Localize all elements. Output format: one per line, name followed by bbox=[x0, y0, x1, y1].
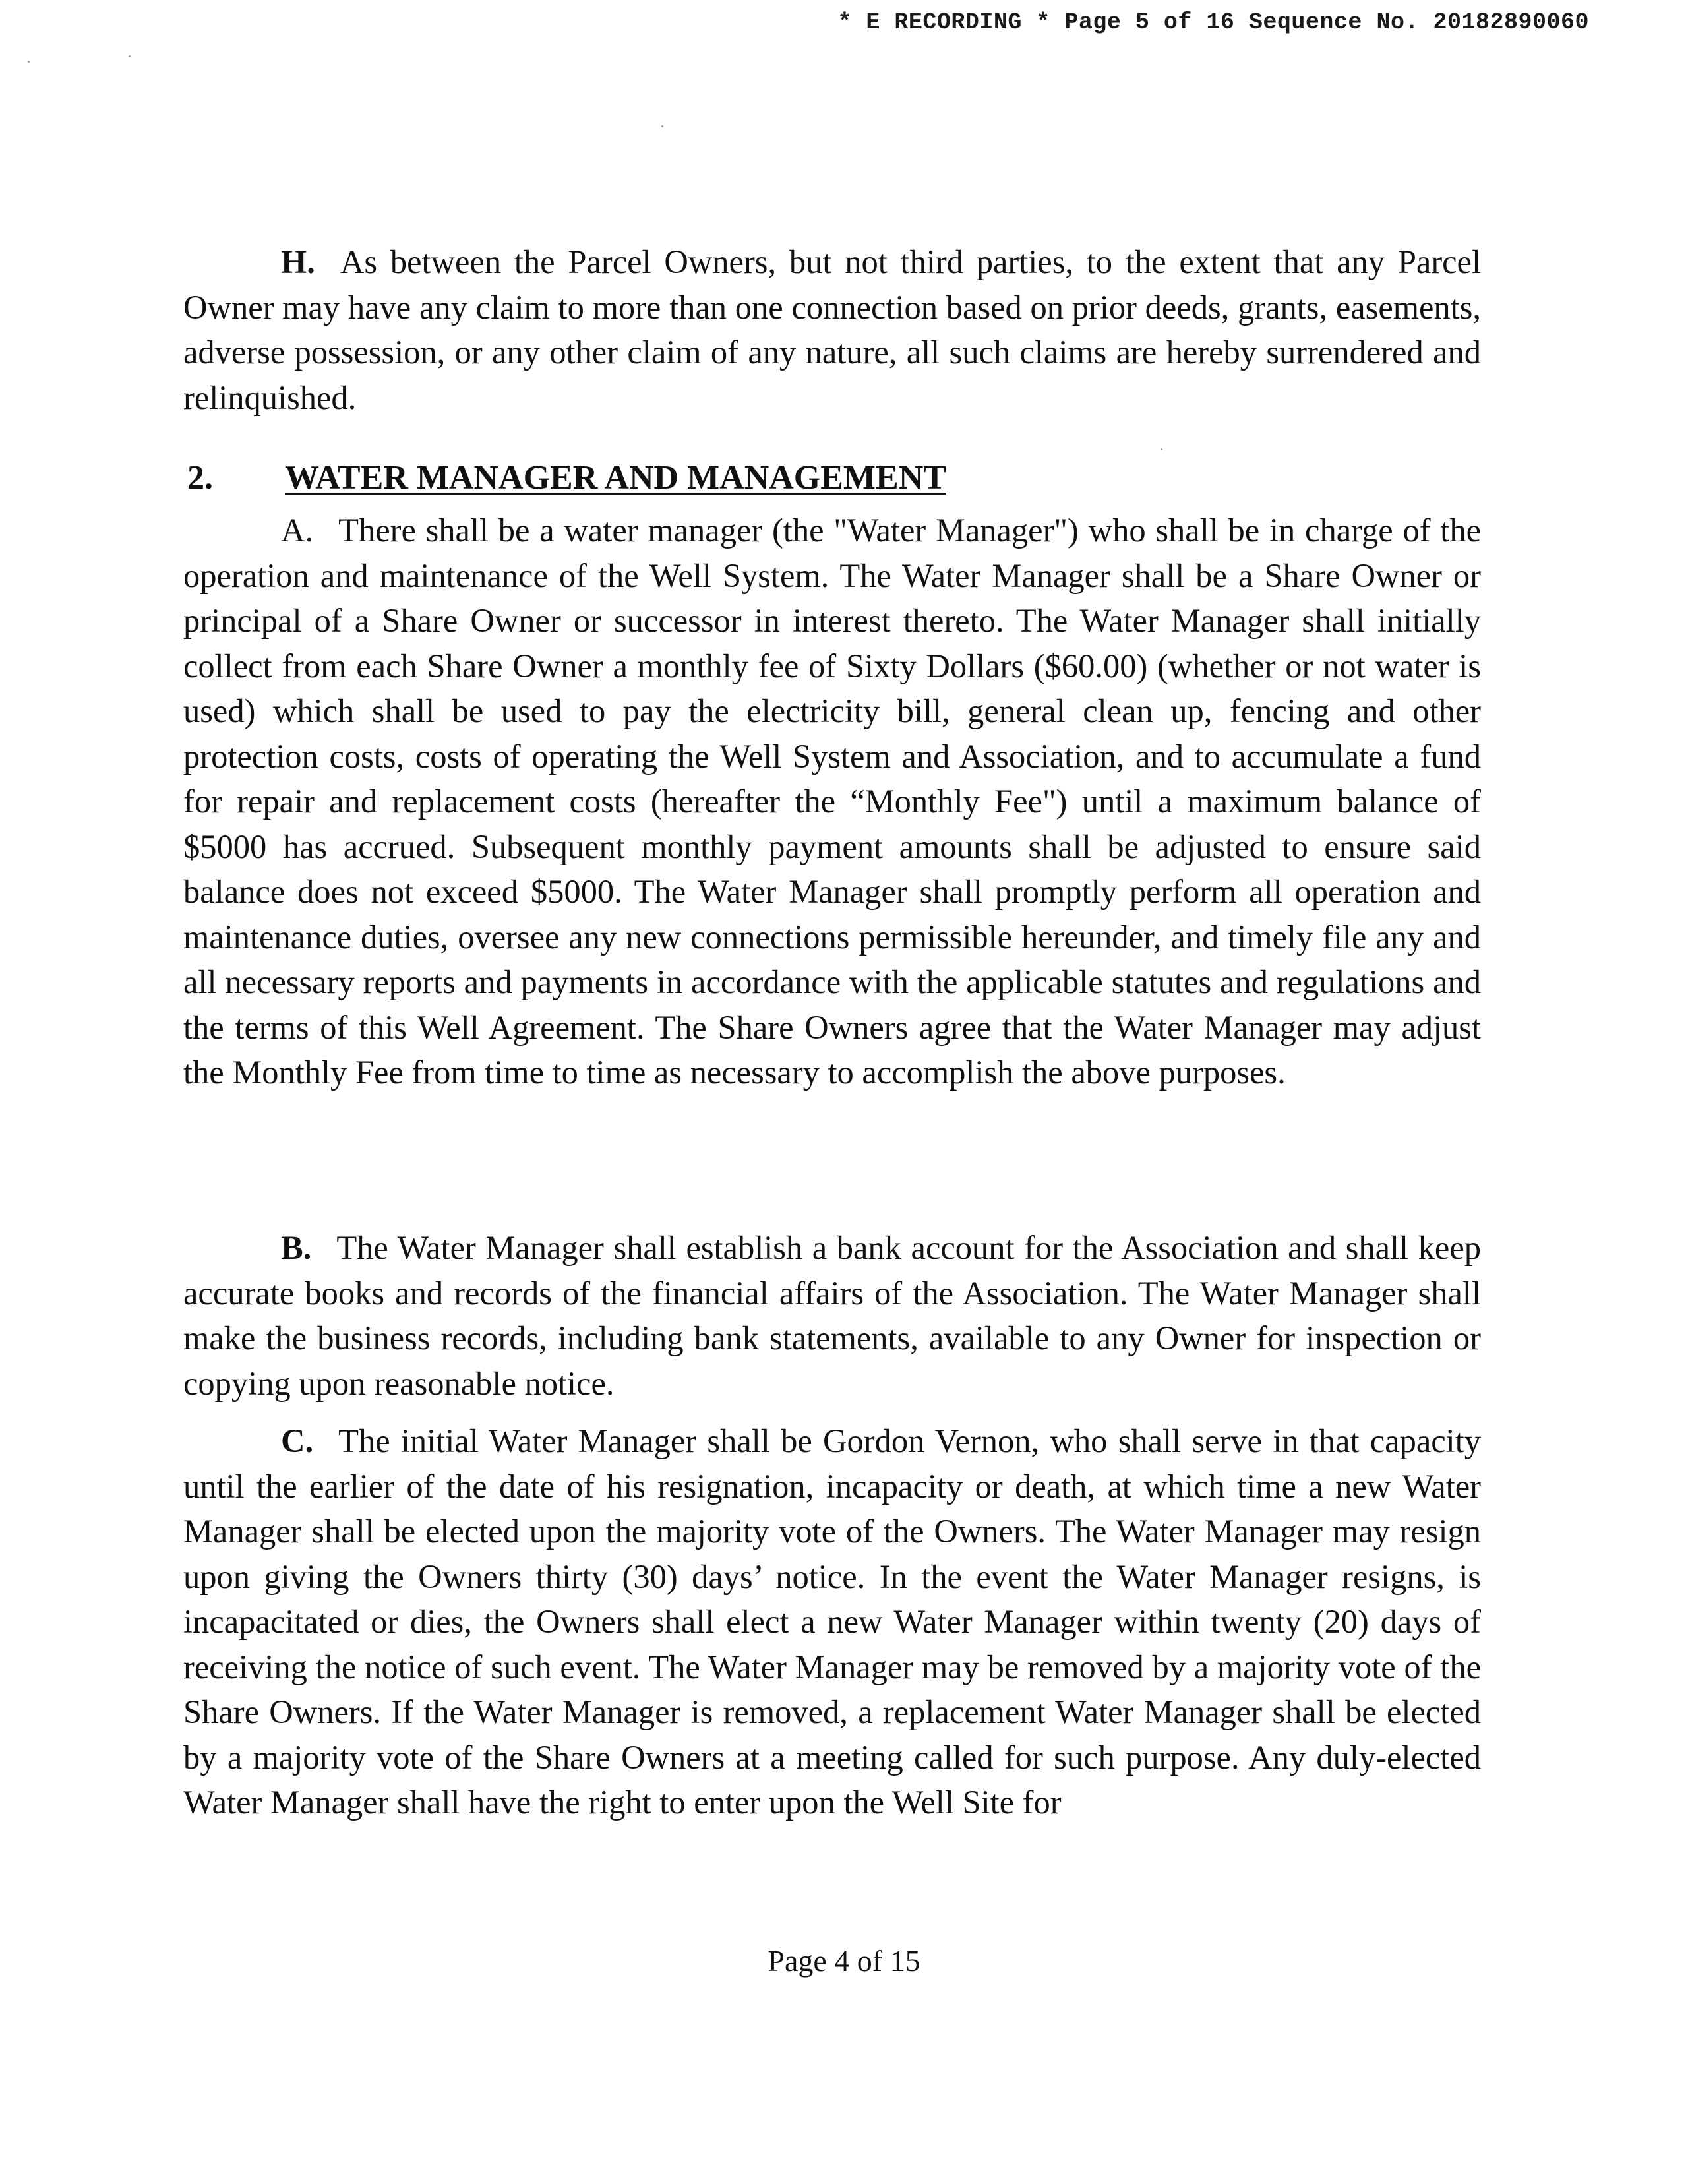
section-heading bbox=[187, 458, 946, 498]
paragraph-h-text: As between the Parcel Owners, but not third parties, to the extent that any Parcel Owner may have any claim to more than one connection based on prior deeds, grants, easements, adverse possession, or any other claim of any nature, all such claims are hereby surrendered and relinquished. bbox=[183, 243, 1481, 416]
paragraph-h bbox=[183, 239, 1481, 420]
recording-header: * E RECORDING * Page 5 of 16 Sequence No. 20182890060 bbox=[837, 9, 1589, 36]
paragraph-c bbox=[183, 1418, 1481, 1825]
paragraph-h-label: H. bbox=[281, 243, 315, 280]
scan-speck bbox=[661, 125, 663, 127]
section-number: 2. bbox=[187, 459, 213, 497]
scan-speck bbox=[28, 61, 30, 63]
paragraph-b-label: B. bbox=[281, 1229, 312, 1266]
paragraph-a bbox=[183, 508, 1481, 1095]
paragraph-c-text: The initial Water Manager shall be Gordon Vernon, who shall serve in that capacity until the earlier of the date of his resignation, incapacity or death, at which time a new Water Manager shall be elected upon the majority vote of the Owners. The Water Manager may resign upon giving the Owners thirty (30) days’ notice. In the event the Water Manager resigns, is incapacitated or dies, the Owners shall elect a new Water Manager within twenty (20) days of receiving the notice of such event. The Water Manager may be removed by a majority vote of the Share Owners. If the Water Manager is removed, a replacement Water Manager shall be elected by a majority vote of the Share Owners at a meeting called for such purpose. Any duly-elected Water Manager shall have the right to enter upon the Well Site for bbox=[183, 1422, 1481, 1821]
page-number-footer: Page 4 of 15 bbox=[768, 1944, 920, 1978]
scan-speck bbox=[1160, 448, 1162, 450]
paragraph-a-text: There shall be a water manager (the "Water Manager") who shall be in charge of the operation and maintenance of the Well System. The Water Manager shall be a Share Owner or principal of a Share Owner or successor in interest thereto. The Water Manager shall initially collect from each Share Owner a monthly fee of Sixty Dollars ($60.00) (whether or not water is used) which shall be used to pay the electricity bill, general clean up, fencing and other protection costs, costs of operating the Well System and Association, and to accumulate a fund for repair and replacement costs (hereafter the “Monthly Fee") until a maximum balance of $5000 has accrued. Subsequent monthly payment amounts shall be adjusted to ensure said balance does not exceed $5000. The Water Manager shall promptly perform all operation and maintenance duties, oversee any new connections permissible hereunder, and timely file any and all necessary reports and payments in accordance with the applicable statutes and regulations and the terms of this Well Agreement. The Share Owners agree that the Water Manager may adjust the Monthly Fee from time to time as necessary to accomplish the above purposes. bbox=[183, 512, 1481, 1091]
section-title: WATER MANAGER AND MANAGEMENT bbox=[285, 459, 946, 497]
paragraph-c-label: C. bbox=[281, 1422, 314, 1459]
scan-speck bbox=[129, 55, 131, 57]
paragraph-a-label: A. bbox=[281, 512, 314, 549]
paragraph-b bbox=[183, 1225, 1481, 1406]
paragraph-b-text: The Water Manager shall establish a bank account for the Association and shall keep accurate books and records of the financial affairs of the Association. The Water Manager shall make the business records, including bank statements, available to any Owner for inspection or copying upon reasonable notice. bbox=[183, 1229, 1481, 1402]
